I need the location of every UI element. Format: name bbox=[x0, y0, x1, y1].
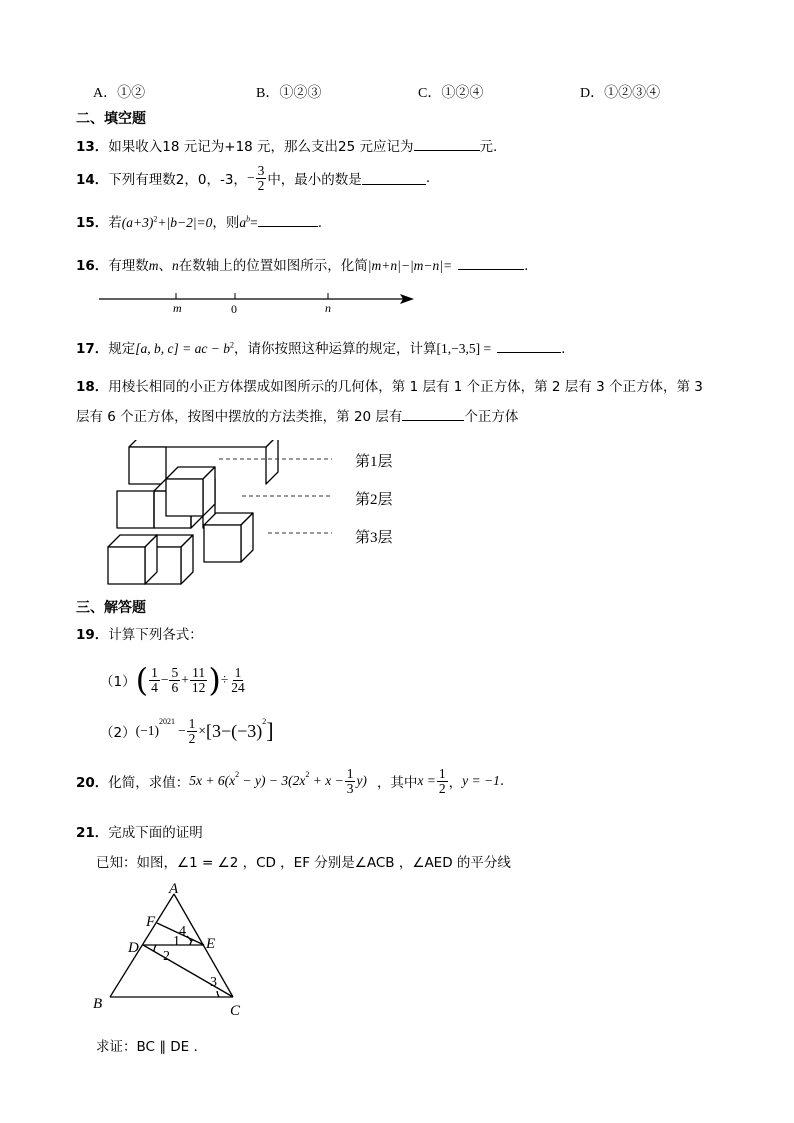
vertex-label-c: C bbox=[230, 1003, 241, 1019]
question-13: 13．如果收入18 元记为+18 元，那么支出25 元应记为 元. bbox=[76, 139, 498, 155]
question-20: 20． 化简，求值： 5x + 6(x $^2$ − y) − 3(2x $^2$ + x − $\frac{1}{3}$ y) ，其中 x = $\frac{1}{2}$ ， y = −1 . bbox=[76, 765, 505, 796]
choice-a: A．①② bbox=[93, 86, 146, 101]
section-title-fill-in: 二、填空题 bbox=[76, 111, 146, 127]
question-15: 15．若$(a+3)^2+|b-2|=0$，则$a^b=$ . bbox=[76, 214, 323, 231]
layer-label-1: 第1层 bbox=[355, 454, 393, 470]
question-21: 21．完成下面的证明 bbox=[76, 825, 203, 841]
angle-label-4: 4 bbox=[179, 924, 186, 939]
question-18-line2: 层有 6 个正方体，按图中摆放的方法类推，第 20 层有 个正方体 bbox=[76, 409, 519, 425]
question-21-given: 已知：如图，∠1 = ∠2 ，CD ，EF 分别是∠ACB ，∠AED 的平分线 bbox=[96, 855, 511, 871]
number-line bbox=[96, 288, 418, 318]
choice-c: C．①②④ bbox=[418, 86, 484, 101]
segment-DC bbox=[143, 945, 233, 997]
angle-label-2: 2 bbox=[163, 949, 170, 964]
angle-label-3: 3 bbox=[210, 975, 217, 990]
choice-d: D．①②③④ bbox=[580, 86, 661, 101]
answer-blank-14 bbox=[362, 172, 426, 185]
angle-label-1: 1 bbox=[173, 934, 180, 949]
question-19-part1: （1） ( $\frac{1}{4}$ − $\frac{5}{6}$ + $\frac{11}{12}$ ) ÷ $\frac{1}{24}$ bbox=[100, 661, 245, 699]
vertex-label-e: E bbox=[206, 936, 216, 952]
question-14: 14． 下列有理数2，0，-3， − $\frac{3}{2}$ 中，最小的数是 . bbox=[76, 162, 431, 193]
vertex-label-a: A bbox=[169, 881, 179, 897]
choice-b: B．①②③ bbox=[256, 86, 322, 101]
triangle-figure bbox=[90, 880, 260, 1020]
vertex-label-d: D bbox=[128, 940, 139, 956]
vertex-label-f: F bbox=[146, 914, 156, 930]
answer-blank-15 bbox=[258, 214, 318, 227]
vertex-label-b: B bbox=[93, 996, 103, 1012]
answer-blank-18 bbox=[402, 408, 464, 421]
question-18-line1: 18．用棱长相同的小正方体摆成如图所示的几何体，第 1 层有 1 个正方体，第 2 层有 3 个正方体，第 3 bbox=[76, 379, 703, 395]
question-16: 16．有理数m、n在数轴上的位置如图所示，化简|m+n|−|m−n|= . bbox=[76, 258, 529, 274]
section-title-solve: 三、解答题 bbox=[76, 600, 146, 616]
answer-blank-16 bbox=[458, 257, 524, 270]
question-21-prove: 求证：BC ∥ DE . bbox=[96, 1039, 198, 1055]
answer-blank-17 bbox=[497, 340, 561, 353]
question-19-part2: （2） (−1) $^{2021}$ − $\frac{1}{2}$ × [3−(−3) $^2$ ] bbox=[100, 715, 274, 746]
layer-label-3: 第3层 bbox=[355, 530, 393, 546]
question-17: 17．规定[a, b, c] = ac − $b^2$，请你按照这种运算的规定，计算[1,−3,5] = . bbox=[76, 340, 566, 357]
numberline-label-m: m bbox=[173, 301, 182, 315]
layer-label-2: 第2层 bbox=[355, 492, 393, 508]
answer-blank-13 bbox=[414, 138, 480, 151]
numberline-label-zero: 0 bbox=[231, 302, 237, 316]
question-19: 19．计算下列各式： bbox=[76, 627, 203, 643]
numberline-label-n: n bbox=[325, 301, 331, 315]
